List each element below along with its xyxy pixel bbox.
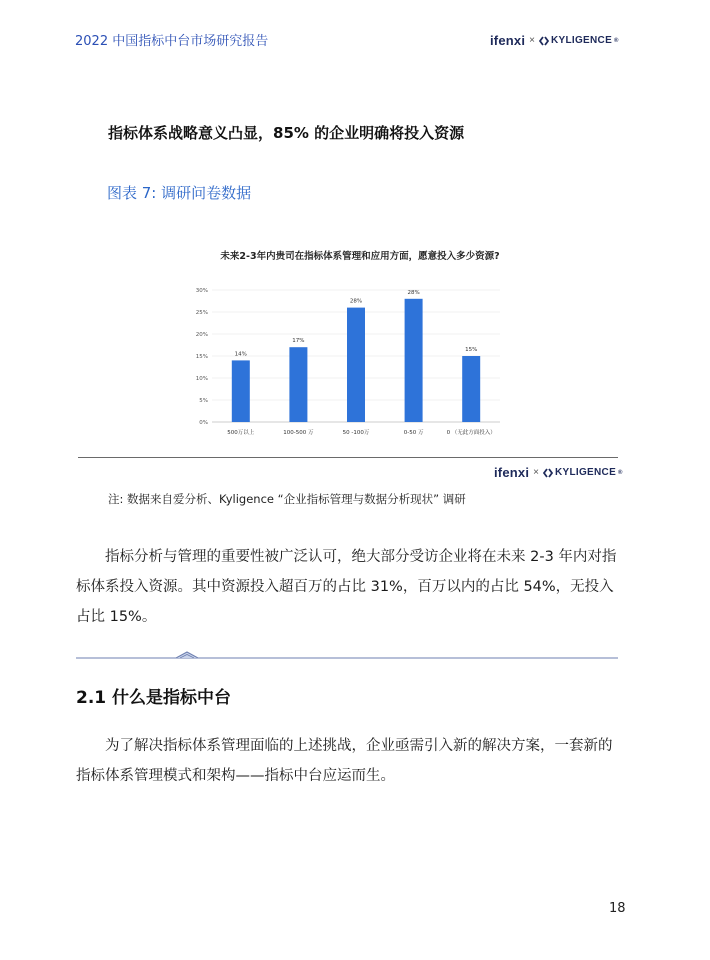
- bar: [232, 360, 250, 422]
- kyligence-mark-icon: [539, 36, 549, 46]
- kyligence-logo: [543, 467, 623, 478]
- kyligence-wordmark: KYLIGENCE: [551, 35, 613, 46]
- bar: [347, 308, 365, 422]
- bar: [289, 347, 307, 422]
- section-divider: [76, 648, 618, 662]
- y-tick-label: 10%: [195, 376, 208, 382]
- data-label: 15%: [465, 347, 478, 353]
- y-tick-label: 15%: [195, 354, 208, 360]
- brand-logo: [490, 33, 619, 48]
- x-tick-label: 100-500 万: [283, 430, 314, 436]
- data-label: 28%: [407, 289, 420, 296]
- kyligence-mark-icon: [543, 468, 553, 478]
- y-tick-label: 25%: [195, 310, 208, 316]
- bar-chart-svg: [160, 242, 560, 442]
- ifenxi-logo: ifenxi: [490, 33, 526, 48]
- bar: [405, 299, 423, 422]
- y-tick-label: 30%: [195, 288, 208, 294]
- kyligence-logo: [539, 35, 619, 46]
- bar: [462, 356, 480, 422]
- section-title: 2.1 什么是指标中台: [76, 688, 232, 708]
- report-title: 2022 中国指标中台市场研究报告: [75, 34, 269, 49]
- chart-bottom-rule: [78, 457, 618, 458]
- kyligence-wordmark: KYLIGENCE: [555, 467, 617, 478]
- bar-chart: [160, 242, 560, 442]
- data-label: 14%: [234, 351, 247, 358]
- x-tick-label: 0-50 万: [403, 430, 424, 436]
- page-number: 18: [609, 901, 626, 916]
- y-axis-ticks: [196, 288, 208, 426]
- x-tick-label: 500万以上: [227, 430, 255, 436]
- brand-separator: ×: [529, 35, 535, 46]
- section-lead-heading: 指标体系战略意义凸显，85% 的企业明确将投入资源: [108, 124, 465, 142]
- x-tick-label: 0 （无此方面投入）: [446, 430, 496, 436]
- trademark-mark: ®: [614, 37, 619, 44]
- body-paragraph-1: 指标分析与管理的重要性被广泛认可，绝大部分受访企业将在未来 2-3 年内对指标体系投入资源。其中资源投入超百万的占比 31%，百万以内的占比 54%，无投入占比 15%。: [76, 549, 617, 625]
- y-tick-label: 5%: [199, 398, 208, 404]
- figure-title: 图表 7: 调研问卷数据: [107, 184, 252, 202]
- source-note: 注: 数据来自爱分析、Kyligence “企业指标管理与数据分析现状” 调研: [108, 492, 466, 506]
- y-tick-label: 20%: [195, 332, 208, 338]
- chart-title: 未来2-3年内贵司在指标体系管理和应用方面，愿意投入多少资源?: [220, 251, 500, 262]
- chart-bars: [232, 299, 480, 422]
- body-paragraph-2: 为了解决指标体系管理面临的上述挑战，企业亟需引入新的解决方案，一套新的指标体系管理模式和架构——指标中台应运而生。: [76, 738, 613, 784]
- brand-logo-bottom: [494, 465, 623, 480]
- y-tick-label: 0%: [199, 420, 208, 426]
- trademark-mark: ®: [618, 469, 623, 476]
- brand-separator: ×: [533, 467, 539, 478]
- ifenxi-logo: ifenxi: [494, 465, 530, 480]
- x-tick-label: 50 -100万: [342, 430, 370, 436]
- data-label: 17%: [292, 338, 305, 345]
- x-axis-ticks: [227, 428, 496, 436]
- data-label: 28%: [349, 298, 363, 305]
